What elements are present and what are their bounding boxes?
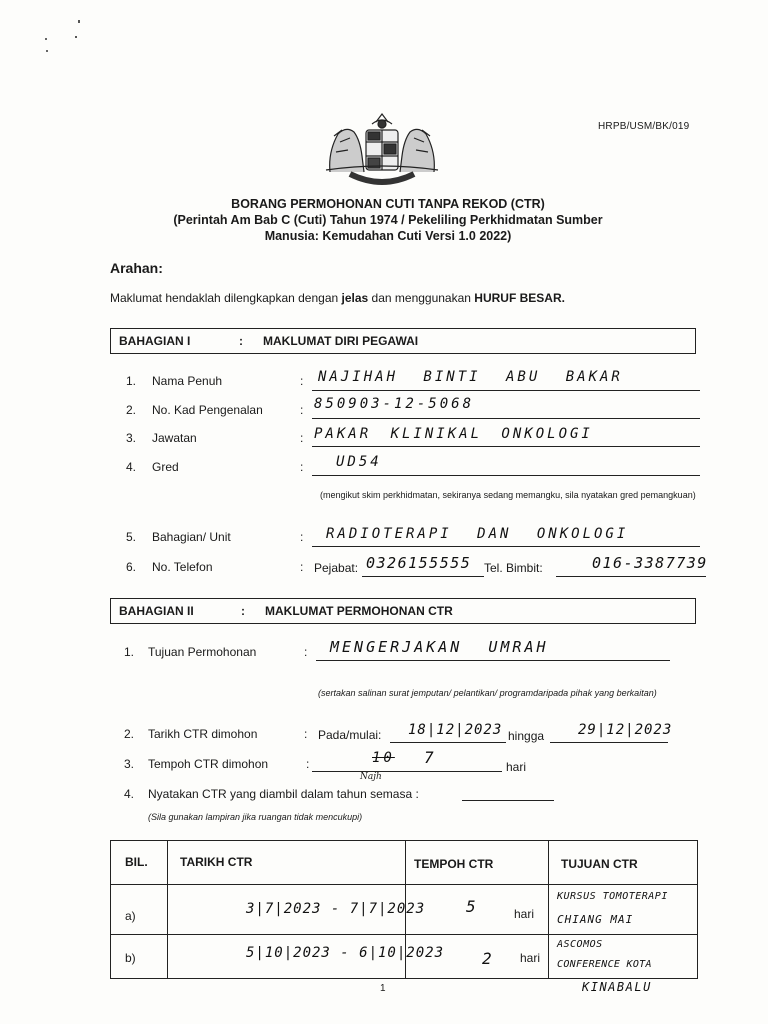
header-cell [168,841,406,885]
row-tempoh[interactable]: 5 [466,897,479,916]
question-number: 4. [124,787,135,801]
section1-label: BAHAGIAN I [119,334,191,348]
instructions-text [110,291,565,305]
tujuan-label: Tujuan Permohonan [148,645,257,659]
underline [312,546,700,547]
section2-label: BAHAGIAN II [119,604,194,618]
field-colon: : [300,530,304,544]
malaysia-coat-of-arms [320,112,444,192]
phone-mobile-label: Tel. Bimbit: [484,561,543,575]
section1-title: MAKLUMAT DIRI PEGAWAI [263,334,419,348]
tempoh-label: Tempoh CTR dimohon [148,757,269,771]
section2-colon: : [241,604,245,618]
header-cell [111,841,168,885]
form-subtitle-line2: Manusia: Kemudahan Cuti Versi 1.0 2022) [264,229,512,243]
initial-mark: Najh [360,772,382,782]
header-tempoh: TEMPOH CTR [414,857,494,871]
underline [312,418,700,419]
form-reference: HRPB/USM/BK/019 [598,121,690,132]
row-bil: b) [125,951,136,965]
gred-note: (mengikut skim perkhidmatan, sekiranya sedang memangku, sila nyatakan gred pemangkuan) [320,490,696,500]
header-cell [406,841,549,885]
table-row [111,935,698,979]
row-tujuan-line1[interactable]: ASCOMOS [557,939,603,950]
instructions-part: Maklumat hendaklah dilengkapkan dengan [110,291,342,305]
tempoh-struck-value: 10 [372,750,395,766]
cell-tempoh [406,935,549,979]
underline [312,475,700,476]
instructions-part: dan menggunakan [368,291,475,305]
field-number: 3. [126,431,137,445]
cell-bil [111,885,168,935]
field-label-unit: Bahagian/ Unit [152,530,231,544]
jawatan-value[interactable]: PAKAR KLINIKAL ONKOLOGI [314,426,593,442]
field-colon: : [304,727,308,741]
header-tujuan: TUJUAN CTR [561,857,638,871]
scan-speck [46,50,48,52]
field-colon: : [306,757,310,771]
underline [556,576,706,577]
cell-tarikh [168,885,426,935]
field-number: 2. [126,403,137,417]
field-colon: : [300,403,304,417]
field-number: 1. [126,374,137,388]
field-colon: : [300,374,304,388]
phone-office-label: Pejabat: [314,561,359,575]
tempoh-unit: hari [506,760,527,774]
instructions-emphasis: jelas [341,291,369,305]
pada-mulai-label: Pada/mulai: [318,728,382,742]
underline [312,771,502,772]
tarikh-mula-value[interactable]: 18|12|2023 [408,722,503,738]
form-title: BORANG PERMOHONAN CUTI TANPA REKOD (CTR) [231,197,545,211]
table-header-row [111,841,698,885]
phone-mobile-value[interactable]: 016-3387739 [592,554,708,572]
underline [362,576,484,577]
question-number: 1. [124,645,135,659]
lampiran-note: (Sila gunakan lampiran jika ruangan tidak mencukupi) [148,812,363,822]
hingga-label: hingga [508,729,545,743]
header-cell [549,841,698,885]
tujuan-value[interactable]: MENGERJAKAN UMRAH [330,638,549,656]
field-colon: : [300,560,304,574]
row-bil: a) [125,909,136,923]
section1-colon: : [239,334,243,348]
phone-office-value[interactable]: 0326155555 [366,554,472,572]
cell-tempoh [406,885,549,935]
cell-bil [111,935,168,979]
section2-title: MAKLUMAT PERMOHONAN CTR [265,604,453,618]
field-label-gred: Gred [152,460,179,474]
field-colon: : [300,460,304,474]
form-subtitle-line1: (Perintah Am Bab C (Cuti) Tahun 1974 / Pekeliling Perkhidmatan Sumber [173,213,603,227]
table-row [111,885,698,935]
instructions-heading: Arahan: [110,260,163,276]
underline [550,742,668,743]
field-number: 5. [126,530,137,544]
underline [312,390,700,391]
row-tujuan-line1[interactable]: KURSUS TOMOTERAPI [557,891,668,902]
nama-value[interactable]: NAJIHAH BINTI ABU BAKAR [318,369,623,385]
field-number: 4. [126,460,137,474]
instructions-emphasis: HURUF BESAR. [474,291,565,305]
field-label-nama: Nama Penuh [152,374,223,388]
tarikh-akhir-value[interactable]: 29|12|2023 [578,722,673,738]
ic-value[interactable]: 850903-12-5068 [314,396,475,412]
tujuan-note: (sertakan salinan surat jemputan/ pelantikan/ programdaripada pihak yang berkaitan) [318,688,657,698]
section1-header [110,328,696,354]
row-tujuan-line2[interactable]: CONFERENCE KOTA [557,959,652,970]
field-label-telefon: No. Telefon [152,560,213,574]
underline [316,660,670,661]
gred-value[interactable]: UD54 [336,454,382,470]
field-number: 6. [126,560,137,574]
underline [390,742,506,743]
scan-speck [75,36,77,38]
cell-tujuan [549,935,698,979]
question-number: 2. [124,727,135,741]
row-hari: hari [514,907,535,921]
row-hari: hari [520,951,541,965]
ctr-history-table [110,840,698,979]
cell-tarikh [168,935,445,979]
scan-speck [78,20,80,23]
section2-header [110,598,696,624]
row-tempoh[interactable]: 2 [482,949,495,968]
question-number: 3. [124,757,135,771]
field-colon: : [300,431,304,445]
scan-speck [45,38,47,40]
header-bil: BIL. [125,855,148,869]
underline [462,800,554,801]
row-tarikh[interactable]: 3|7|2023 - 7|7|2023 [246,901,426,917]
underline [312,446,700,447]
cell-tujuan [549,885,698,935]
field-colon: : [304,645,308,659]
tempoh-value[interactable]: 7 [424,748,437,767]
field-label-ic: No. Kad Pengenalan [152,403,263,417]
table-overflow-text[interactable]: KINABALU [582,980,652,994]
page-number: 1 [380,983,386,994]
tarikh-label: Tarikh CTR dimohon [148,727,258,741]
unit-value[interactable]: RADIOTERAPI DAN ONKOLOGI [326,526,629,542]
row-tarikh[interactable]: 5|10|2023 - 6|10|2023 [246,945,445,961]
header-tarikh: TARIKH CTR [180,855,253,869]
ctr-semasa-label: Nyatakan CTR yang diambil dalam tahun semasa : [148,787,419,801]
row-tujuan-line2[interactable]: CHIANG MAI [557,913,634,926]
field-label-jawatan: Jawatan [152,431,197,445]
